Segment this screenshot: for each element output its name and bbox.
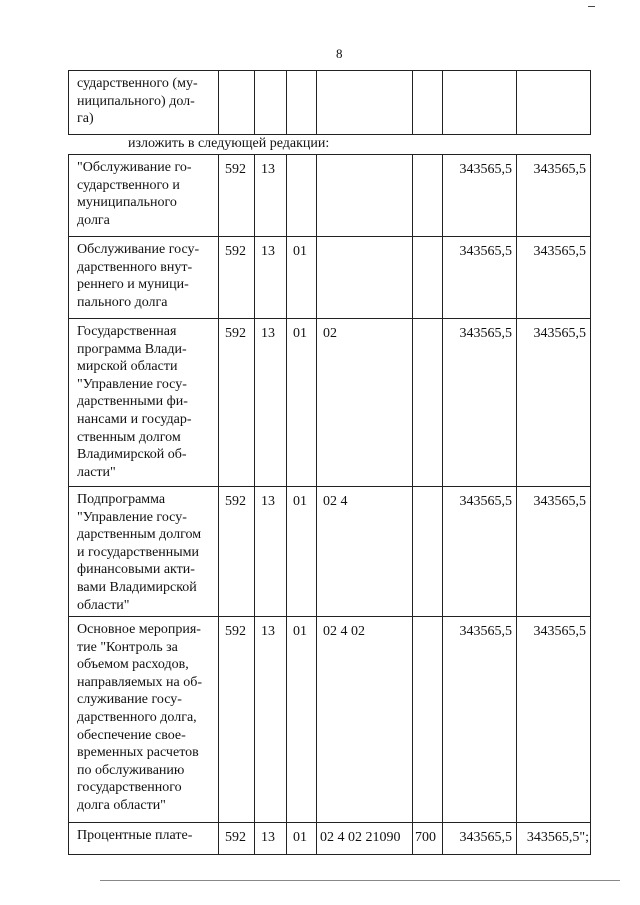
- section-code: 13: [255, 155, 287, 237]
- empty-cell: [287, 71, 317, 135]
- sum-first: 343565,5: [443, 237, 517, 319]
- vid-code: [413, 319, 443, 487]
- budget-table: [68, 154, 591, 855]
- sum-first: 343565,5: [443, 487, 517, 617]
- section-code: 13: [255, 823, 287, 855]
- table-row: [69, 237, 591, 319]
- name-line: объемом расходов,: [77, 657, 189, 673]
- fragment-line: ниципального) дол-: [77, 93, 195, 109]
- name-line: дарственного долга,: [77, 709, 197, 725]
- name-line: ласти": [77, 464, 116, 480]
- subsection-code: 01: [287, 823, 317, 855]
- sum-second: 343565,5: [517, 237, 591, 319]
- name-line: по обслуживанию: [77, 762, 185, 778]
- table-row: [69, 155, 591, 237]
- name-line: сударственного и: [77, 177, 180, 193]
- section-code: 13: [255, 319, 287, 487]
- sum-second: 343565,5";: [517, 823, 591, 855]
- name-line: "Управление госу-: [77, 376, 187, 392]
- name-line: служивание госу-: [77, 692, 182, 708]
- fragment-line: сударственного (му-: [77, 76, 198, 91]
- target-code: 02 4 02 21090: [317, 823, 413, 855]
- name-line: Обслуживание госу-: [77, 242, 200, 257]
- name-line: долга области": [77, 797, 166, 813]
- sum-first: 343565,5: [443, 617, 517, 823]
- admin-code: 592: [219, 487, 255, 617]
- table-row: [69, 487, 591, 617]
- sum-second: 343565,5: [517, 155, 591, 237]
- table-row: [69, 319, 591, 487]
- section-code: 13: [255, 487, 287, 617]
- table-row: [69, 617, 591, 823]
- vid-code: [413, 155, 443, 237]
- name-line: реннего и муници-: [77, 277, 189, 293]
- name-line: Владимирской об-: [77, 447, 187, 463]
- section-code: 13: [255, 617, 287, 823]
- name-line: пального долга: [77, 294, 168, 310]
- vid-code: 700: [413, 823, 443, 855]
- name-line: тие "Контроль за: [77, 639, 178, 655]
- name-line: мирской области: [77, 359, 178, 375]
- sum-first: 343565,5: [443, 155, 517, 237]
- top-fragment-table: [68, 70, 591, 135]
- subsection-code: 01: [287, 617, 317, 823]
- name-line: нансами и государ-: [77, 411, 192, 427]
- target-code: [317, 155, 413, 237]
- bottom-rule: [100, 880, 620, 881]
- sum-second: 343565,5: [517, 617, 591, 823]
- name-line: муниципального: [77, 195, 177, 211]
- row-name: [69, 823, 219, 855]
- name-line: и государственными: [77, 544, 200, 560]
- page-number: 8: [336, 46, 343, 61]
- row-name: [69, 237, 219, 319]
- row-name: [69, 617, 219, 823]
- name-line: обеспечение свое-: [77, 727, 186, 743]
- name-line: дарственными фи-: [77, 394, 188, 410]
- table-row: [69, 823, 591, 855]
- name-line: Государственная: [77, 324, 177, 339]
- name-line: направляемых на об-: [77, 674, 203, 690]
- sum-first: 343565,5: [443, 319, 517, 487]
- subsection-code: 01: [287, 237, 317, 319]
- name-line: Процентные плате-: [77, 828, 193, 843]
- vid-code: [413, 617, 443, 823]
- target-code: 02 4 02: [317, 617, 413, 823]
- empty-cell: [317, 71, 413, 135]
- name-line: Основное мероприя-: [77, 622, 201, 637]
- target-code: 02: [317, 319, 413, 487]
- admin-code: 592: [219, 617, 255, 823]
- admin-code: 592: [219, 237, 255, 319]
- name-line: области": [77, 597, 130, 613]
- name-line: вами Владимирской: [77, 579, 197, 595]
- sum-second: 343565,5: [517, 487, 591, 617]
- row-name: [69, 155, 219, 237]
- name-line: временных расчетов: [77, 745, 199, 761]
- row-name: [69, 487, 219, 617]
- fragment-line: га): [77, 111, 94, 127]
- vid-code: [413, 487, 443, 617]
- name-line: дарственным долгом: [77, 527, 202, 543]
- empty-cell: [255, 71, 287, 135]
- empty-cell: [443, 71, 517, 135]
- subsection-code: 01: [287, 319, 317, 487]
- name-line: долга: [77, 212, 110, 228]
- vid-code: [413, 237, 443, 319]
- subsection-code: [287, 155, 317, 237]
- target-code: 02 4: [317, 487, 413, 617]
- sum-second: 343565,5: [517, 319, 591, 487]
- name-line: "Управление госу-: [77, 509, 187, 525]
- row-name: [69, 319, 219, 487]
- corner-mark: [588, 6, 595, 7]
- name-line: программа Влади-: [77, 341, 187, 357]
- empty-cell: [517, 71, 591, 135]
- fragment-name-cell: [69, 71, 219, 135]
- admin-code: 592: [219, 823, 255, 855]
- target-code: [317, 237, 413, 319]
- name-line: "Обслуживание го-: [77, 160, 192, 175]
- name-line: дарственного внут-: [77, 259, 193, 275]
- section-code: 13: [255, 237, 287, 319]
- empty-cell: [219, 71, 255, 135]
- admin-code: 592: [219, 155, 255, 237]
- empty-cell: [413, 71, 443, 135]
- name-line: финансовыми акти-: [77, 562, 195, 578]
- subsection-code: 01: [287, 487, 317, 617]
- name-line: Подпрограмма: [77, 492, 166, 507]
- admin-code: 592: [219, 319, 255, 487]
- name-line: государственного: [77, 780, 182, 796]
- name-line: ственным долгом: [77, 429, 181, 445]
- intro-text: изложить в следующей редакции:: [128, 136, 330, 151]
- sum-first: 343565,5: [443, 823, 517, 855]
